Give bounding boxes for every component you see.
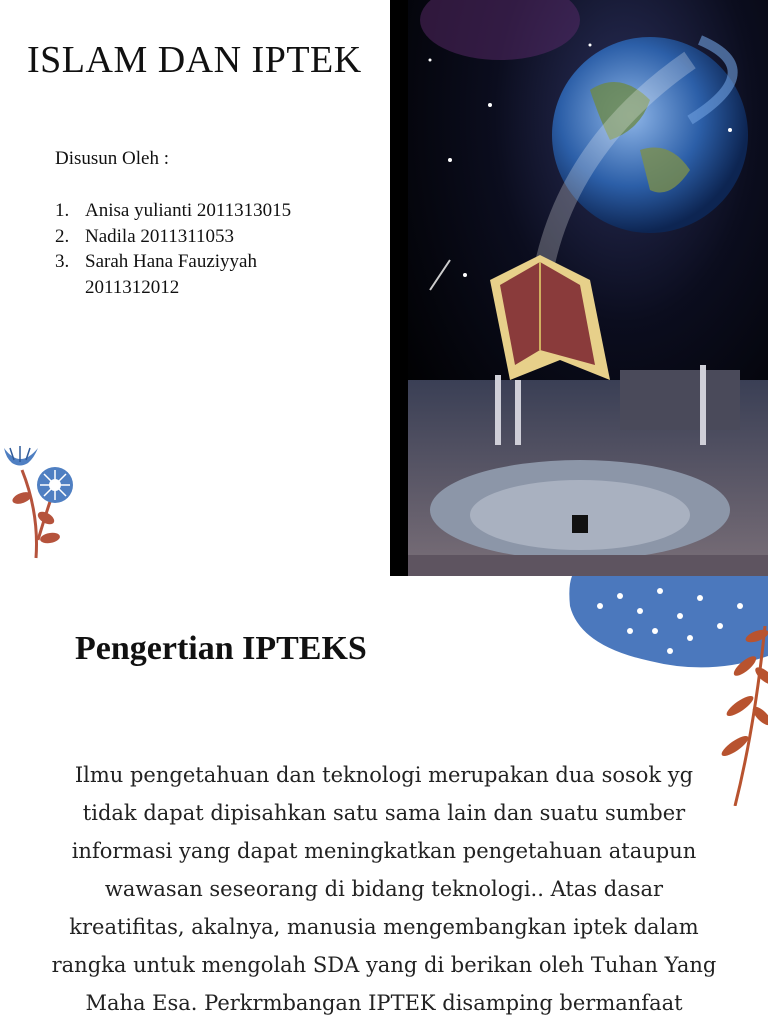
list-item: [55, 198, 305, 224]
list-number: 3.: [55, 251, 70, 272]
paragraph-line: tidak dapat dipisahkan satu sama lain dan suatu sumber: [82, 801, 686, 825]
paragraph-line: Maha Esa. Perkrmbangan IPTEK disamping bermanfaat: [85, 991, 683, 1015]
byline: Disusun Oleh :: [55, 148, 169, 169]
author-name: Nadila 2011311053: [85, 225, 234, 247]
list-number: 2.: [55, 225, 70, 247]
paragraph-line: rangka untuk mengolah SDA yang di berikan oleh Tuhan Yang: [51, 953, 717, 977]
author-name: Sarah Hana Fauziyyah 2011312012: [85, 251, 257, 298]
list-item: [55, 224, 305, 250]
paragraph-line: informasi yang dapat meningkatkan pengetahuan ataupun: [71, 839, 697, 863]
author-name: Anisa yulianti 2011313015: [85, 200, 292, 221]
author-list: [55, 198, 305, 300]
section-heading: Pengertian IPTEKS: [75, 630, 367, 667]
leaf-decoration-icon: [715, 606, 768, 806]
paragraph-line: wawasan seseorang di bidang teknologi.. Atas dasar: [104, 877, 664, 901]
flower-decoration-icon: [0, 430, 90, 570]
slide-2: [0, 576, 768, 1024]
paragraph: [48, 756, 720, 1022]
paragraph-line: kreatifitas, akalnya, manusia mengembangkan iptek dalam: [69, 915, 699, 939]
paragraph-line: Ilmu pengetahuan dan teknologi merupakan dua sosok yg: [74, 763, 694, 787]
list-number: 1.: [55, 200, 70, 221]
list-item: [55, 249, 305, 300]
slide-title: ISLAM DAN IPTEK: [27, 39, 362, 81]
islam-science-illustration: [390, 0, 768, 576]
